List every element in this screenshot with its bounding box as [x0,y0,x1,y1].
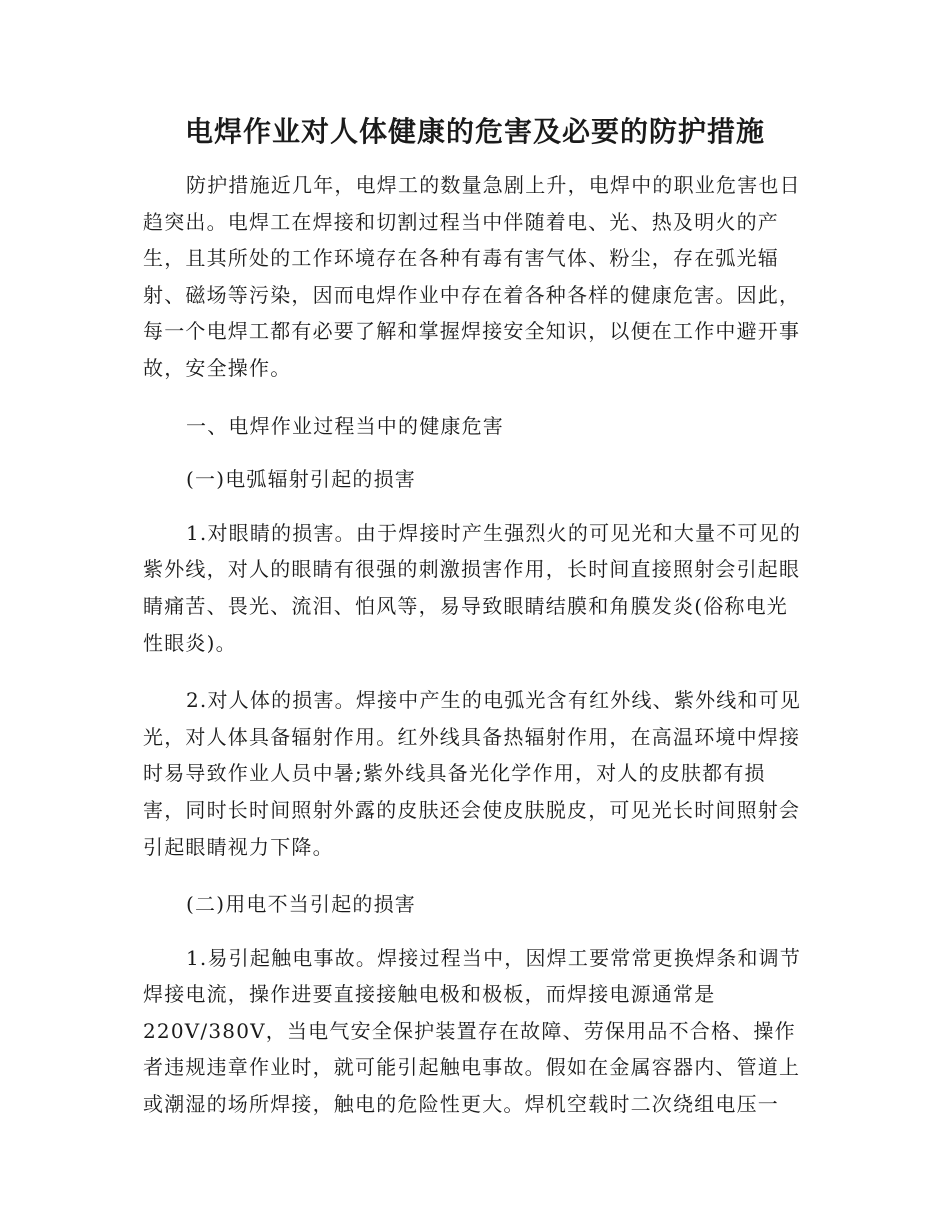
section-heading-health-hazards: 一、电焊作业过程当中的健康危害 [186,413,504,438]
subsection-heading-electrical-misuse: (二)用电不当引起的损害 [186,892,417,917]
paragraph-body-damage: 2.对人体的损害。焊接中产生的电弧光含有红外线、紫外线和可见光，对人体具备辐射作用。红外线具备热辐射作用，在高温环境中焊接时易导致作业人员中暑;紫外线具备光化学作用，对人的皮肤都有损害，同时长时间照射外露的皮肤还会使皮肤脱皮，可见光长时间照射会引起眼睛视力下降。 [143,688,802,859]
paragraph-electric-shock: 1.易引起触电事故。焊接过程当中，因焊工要常常更换焊条和调节焊接电流，操作进要直接接触电极和极板，而焊接电源通常是220V/380V，当电气安全保护装置存在故障、劳保用品不合格、操作者违规违章作业时，就可能引起触电事故。假如在金属容器内、管道上或潮湿的场所焊接，触电的危险性更大。焊机空载时二次绕组电压一 [143,945,802,1117]
document-body [143,167,805,1144]
document-title: 电焊作业对人体健康的危害及必要的防护措施 [184,115,765,148]
intro-paragraph: 防护措施近几年，电焊工的数量急剧上升，电焊中的职业危害也日趋突出。电焊工在焊接和切割过程当中伴随着电、光、热及明火的产生，且其所处的工作环境存在各种有毒有害气体、粉尘，存在弧光辐射、磁场等污染，因而电焊作业中存在着各种各样的健康危害。因此，每一个电焊工都有必要了解和掌握焊接安全知识，以便在工作中避开事故，安全操作。 [143,173,801,380]
paragraph-eye-damage: 1.对眼睛的损害。由于焊接时产生强烈火的可见光和大量不可见的紫外线，对人的眼睛有很强的刺激损害作用，长时间直接照射会引起眼睛痛苦、畏光、流泪、怕风等，易导致眼睛结膜和角膜发炎(俗称电光性眼炎)。 [143,520,802,655]
subsection-heading-arc-radiation: (一)电弧辐射引起的损害 [186,467,417,492]
